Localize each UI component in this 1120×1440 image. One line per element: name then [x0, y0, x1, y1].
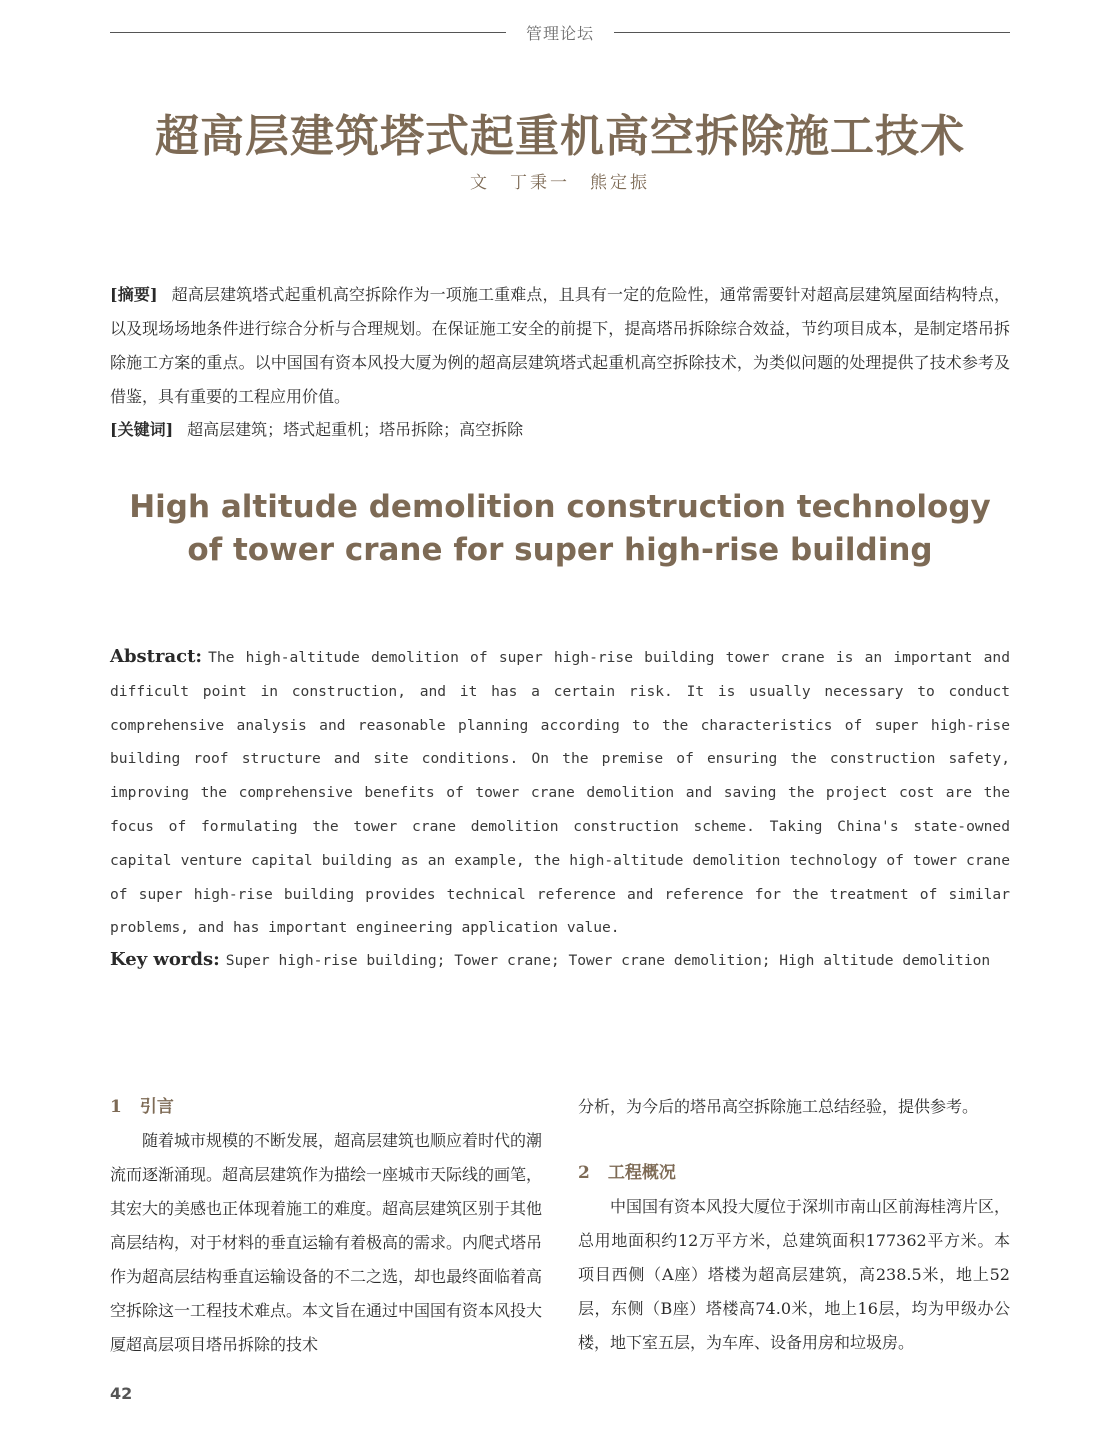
- english-keywords-text: Super high-rise building; Tower crane; Tower crane demolition; High altitude demolition: [225, 952, 991, 969]
- chinese-keywords-text: 超高层建筑；塔式起重机；塔吊拆除；高空拆除: [187, 420, 524, 439]
- body-column-left: [110, 1090, 542, 1362]
- english-title: High altitude demolition construction technology of tower crane for super high-rise building: [129, 489, 991, 568]
- chinese-abstract-label: [摘要]: [110, 285, 158, 304]
- header-rule-right: [614, 32, 1010, 33]
- section-2-number: 2: [578, 1163, 590, 1183]
- section-2-heading: [578, 1156, 1010, 1190]
- english-abstract-text: The high-altitude demolition of super high-rise building tower crane is an important and difficult point in construction, and it has a certain risk. It is usually necessary to conduct comprehensive analysis and reasonable planning according to the characteristics of super high-rise building roof structure and site conditions. On the premise of ensuring the construction safety, improving the comprehensive benefits of tower crane demolition and saving the project cost are the focus of formulating the tower crane demolition construction scheme. Taking China's state-owned capital venture capital building as an example, the high-altitude demolition technology of tower crane of super high-rise building provides technical reference and reference for the treatment of similar problems, and has important engineering application value.: [110, 649, 1010, 937]
- author-line: 文 丁秉一 熊定振: [470, 173, 650, 193]
- section-2-title: 工程概况: [607, 1163, 676, 1183]
- section-label: 管理论坛: [526, 23, 595, 43]
- section-2-paragraph: 中国国有资本风投大厦位于深圳市南山区前海桂湾片区，总用地面积约12万平方米，总建筑面积177362平方米。本项目西侧（A座）塔楼为超高层建筑，高238.5米，地上52层，东侧（B座）塔楼高74.0米，地上16层，均为甲级办公楼，地下室五层，为车库、设备用房和垃圾房。: [578, 1197, 1011, 1352]
- section-1-number: 1: [110, 1097, 122, 1117]
- english-abstract-label: Abstract:: [110, 646, 203, 667]
- english-keywords: [110, 944, 1010, 977]
- section-spacer: [578, 1124, 1010, 1156]
- running-header: [110, 18, 1010, 46]
- chinese-title: 超高层建筑塔式起重机高空拆除施工技术: [155, 111, 965, 162]
- section-1-heading: [110, 1090, 542, 1124]
- section-1-paragraph: 随着城市规模的不断发展，超高层建筑也顺应着时代的潮流而逐渐涌现。超高层建筑作为描绘一座城市天际线的画笔，其宏大的美感也正体现着施工的难度。超高层建筑区别于其他高层结构，对于材料的垂直运输有着极高的需求。内爬式塔吊作为超高层结构垂直运输设备的不二之选，却也最终面临着高空拆除这一工程技术难点。本文旨在通过中国国有资本风投大厦超高层项目塔吊拆除的技术: [110, 1131, 543, 1354]
- english-keywords-label: Key words:: [110, 949, 220, 970]
- chinese-abstract: [110, 278, 1010, 414]
- chinese-abstract-text: 超高层建筑塔式起重机高空拆除作为一项施工重难点，且具有一定的危险性，通常需要针对超高层建筑屋面结构特点，以及现场场地条件进行综合分析与合理规划。在保证施工安全的前提下，提高塔吊拆除综合效益，节约项目成本，是制定塔吊拆除施工方案的重点。以中国国有资本风投大厦为例的超高层建筑塔式起重机高空拆除技术，为类似问题的处理提供了技术参考及借鉴，具有重要的工程应用价值。: [110, 285, 1010, 406]
- page-number: 42: [110, 1384, 133, 1403]
- header-rule-left: [110, 32, 506, 33]
- english-abstract: [110, 640, 1010, 945]
- section-1-title: 引言: [139, 1097, 174, 1117]
- section-1-continuation: 分析，为今后的塔吊高空拆除施工总结经验，提供参考。: [578, 1097, 979, 1116]
- chinese-keywords: [110, 413, 1010, 447]
- body-column-right: [578, 1090, 1010, 1360]
- chinese-keywords-label: [关键词]: [110, 420, 174, 439]
